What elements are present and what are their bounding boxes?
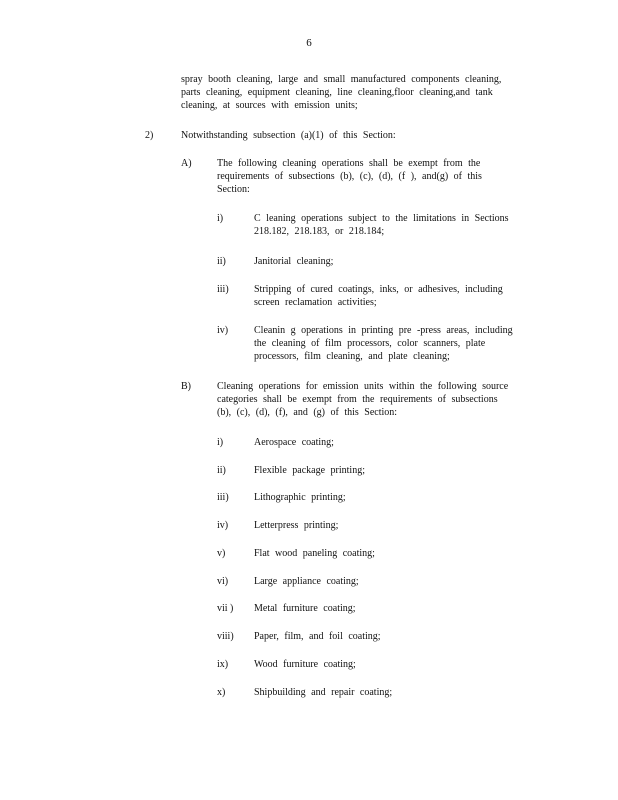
- list-item-text: Flexible package printing;: [254, 465, 365, 476]
- item-2-text: Notwithstanding subsection (a)(1) of this Section:: [181, 130, 396, 141]
- text-line: spray booth cleaning, large and small manufactured components cleaning,: [181, 74, 502, 85]
- list-item-label: vi): [217, 576, 229, 587]
- list-item-text: Flat wood paneling coating;: [254, 548, 375, 559]
- text-line: C leaning operations subject to the limitations in Sections: [254, 213, 509, 224]
- list-item-text: [254, 324, 544, 363]
- list-item-label: iii): [217, 492, 229, 503]
- text-line: categories shall be exempt from the requirements of subsections: [217, 394, 498, 405]
- text-line: Cleanin g operations in printing pre -press areas, including: [254, 325, 513, 336]
- list-item-text: Large appliance coating;: [254, 576, 359, 587]
- list-item-label: v): [217, 548, 226, 559]
- list-item-text: Paper, film, and foil coating;: [254, 631, 381, 642]
- list-item-text: Lithographic printing;: [254, 492, 346, 503]
- list-item-text: [254, 255, 544, 268]
- item-B-paragraph: [217, 380, 547, 419]
- list-item-text: Aerospace coating;: [254, 437, 334, 448]
- text-line: processors, film cleaning, and plate cleaning;: [254, 351, 450, 362]
- text-line: cleaning, at sources with emission units;: [181, 100, 358, 111]
- text-line: screen reclamation activities;: [254, 297, 377, 308]
- list-item-text: Shipbuilding and repair coating;: [254, 687, 393, 698]
- text-line: Section:: [217, 184, 250, 195]
- list-item-label: i): [217, 437, 224, 448]
- list-item-label: viii): [217, 631, 234, 642]
- text-line: 218.182, 218.183, or 218.184;: [254, 226, 385, 237]
- list-item-text: Wood furniture coating;: [254, 659, 356, 670]
- text-line: parts cleaning, equipment cleaning, line cleaning,floor cleaning,and tank: [181, 87, 493, 98]
- page-number: 6: [306, 37, 312, 49]
- list-item-label: iii): [217, 284, 229, 295]
- list-item-label: i): [217, 213, 224, 224]
- text-line: Cleaning operations for emission units within the following source: [217, 381, 509, 392]
- list-item-label: x): [217, 687, 226, 698]
- item-B-label: B): [181, 381, 191, 392]
- list-item-text: [254, 212, 544, 238]
- list-item-text: [254, 283, 544, 309]
- text-line: Stripping of cured coatings, inks, or adhesives, including: [254, 284, 503, 295]
- item-A-paragraph: [217, 157, 547, 196]
- list-item-label: vii ): [217, 603, 234, 614]
- text-line: Janitorial cleaning;: [254, 256, 334, 267]
- text-line: requirements of subsections (b), (c), (d), (f ), and(g) of this: [217, 171, 482, 182]
- list-item-label: iv): [217, 520, 229, 531]
- text-line: the cleaning of film processors, color scanners, plate: [254, 338, 486, 349]
- list-item-text: Letterpress printing;: [254, 520, 339, 531]
- list-item-text: Metal furniture coating;: [254, 603, 356, 614]
- item-A-label: A): [181, 158, 192, 169]
- list-item-label: ii): [217, 465, 226, 476]
- text-line: (b), (c), (d), (f), and (g) of this Section:: [217, 407, 398, 418]
- text-line: The following cleaning operations shall be exempt from the: [217, 158, 481, 169]
- list-item-label: ii): [217, 256, 226, 267]
- intro-paragraph: [181, 73, 541, 112]
- list-item-label: iv): [217, 325, 229, 336]
- list-item-label: ix): [217, 659, 229, 670]
- item-2-label: 2): [145, 130, 154, 141]
